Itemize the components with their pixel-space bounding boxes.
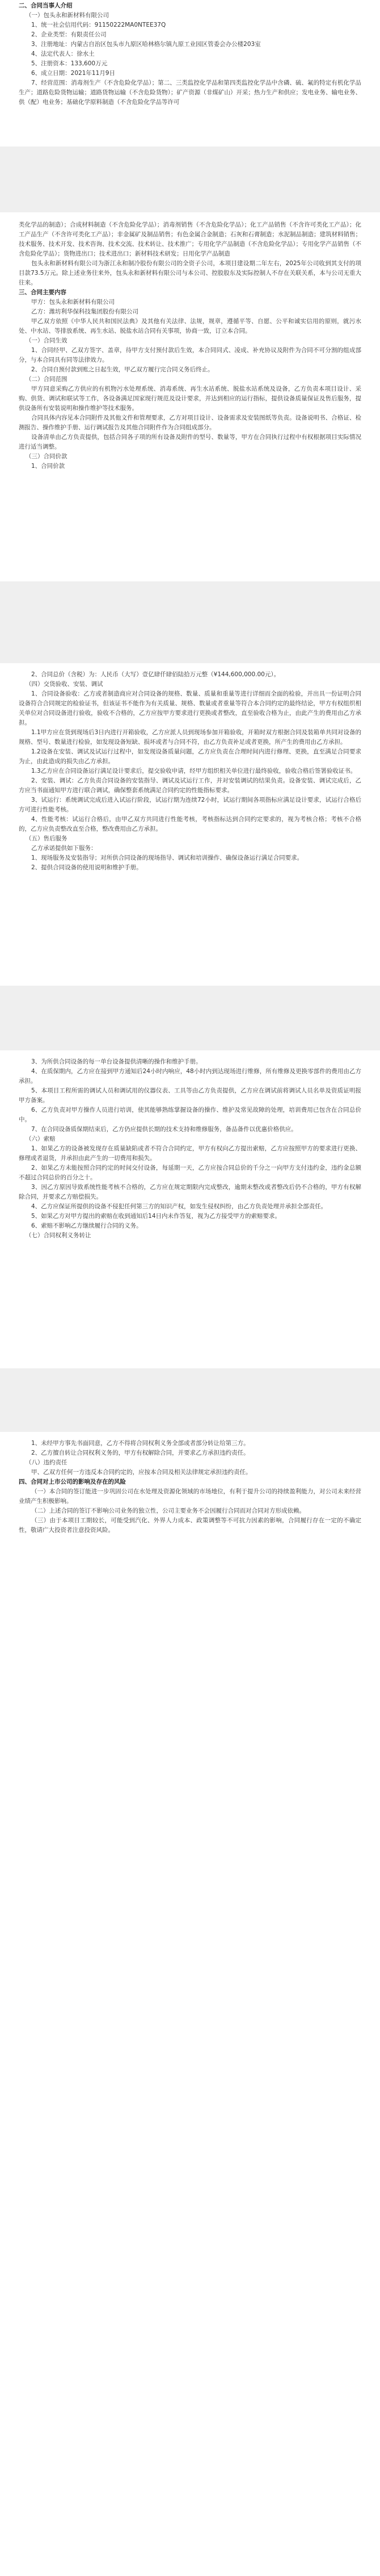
- page4-paragraph: 5、如果乙方对甲方提出的索赔在收到通知后14日内未作答复，视为乙方接受甲方的索赔要求。: [31, 1213, 281, 1220]
- page2-paragraph: 甲乙双方依照《中华人民共和国民法典》及其他有关法律、法规，规章，遵循平等、自愿、公平和诚实信用的原则，就污水处、中水站、等排放系统、再生水站、脱盐水站合同有关事项，协商一致，订立本合同。: [19, 318, 361, 334]
- page2-paragraph: 甲方：包头永和新材料有限公司: [31, 299, 115, 305]
- page3-paragraph: 1.3乙方应在合同设备运行满足设计要求后，提交验收申请，经甲方组织相关单位进行最终验收，验收合格后签署验收证书。: [31, 768, 357, 774]
- page5-paragraph: 四、合同对上市公司的影响及存在的风险: [19, 1478, 126, 1485]
- page-4-text: [19, 1057, 361, 1241]
- page2-paragraph: 合同具体内容见本合同附件及其他文件和管理要求，乙方对项目设计、设备需求及安装图纸等负责。设备说明书、合格证、检测报告、操作维护手册、运行调试报告及其他合同附件作为合同组成部分。: [19, 414, 361, 431]
- document-page-2: [0, 212, 380, 581]
- page-1-text: [19, 1, 361, 107]
- page2-paragraph: （一）合同生效: [26, 337, 67, 344]
- page3-paragraph: 1、合同设备验收：乙方或者制造商应对合同设备的规格、数量、质量和重量等进行详细而全面的检验，并出具一份证明合同设备符合合同规定的检验证书，但该证书不能作为有关质量、规格、数量或者重量等符合本合同约定的最终结论，甲方有权组织相关单位对合同设备进行验收，验收不合格的，乙方应按甲方要求进行更换或者整改，直至验收合格为止，由此产生的费用由乙方承担。: [19, 690, 361, 726]
- page3-paragraph: 乙方承诺提供如下服务：: [31, 845, 97, 852]
- page2-paragraph: 乙方：潍坊利华保科技集团股份有限公司: [31, 308, 138, 315]
- page-3-text: [19, 670, 361, 873]
- page1-paragraph: 7、经营范围：消毒剂生产（不含危险化学品）；第二、三类监控化学品和第四类监控化学品中含磷、硫、氟的特定有机化学品生产；道路危险货物运输；道路货物运输（不含危险货物）；矿产资源（非煤矿山）开采；热力生产和供应；发电业务、输电业务、供（配）电业务；基础化学原料制造（不含危险化学品等许可: [19, 79, 361, 106]
- page4-paragraph: 6、索赔不影响乙方继续履行合同的义务。: [31, 1222, 142, 1229]
- page3-paragraph: 2、安装、调试：乙方负责合同设备的安装指导、调试及试运行工作，并对安装调试的结果负责。设备安装、调试完成后，乙方应当书面通知甲方进行联合调试，确保整套系统满足合同约定的性能指标要求。: [19, 777, 361, 794]
- page-5-text: [19, 1439, 361, 1535]
- page3-paragraph: （四）交货验收、安装、调试: [26, 681, 103, 688]
- page1-paragraph: 4、法定代表人：徐水土: [31, 51, 95, 57]
- page1-paragraph: 二、合同当事人介绍: [19, 2, 73, 9]
- page4-paragraph: 1、如果乙方的设备被发现存在质量缺陷或者不符合合同约定，甲方有权向乙方提出索赔，乙方应按照甲方的要求进行更换、修理或者退货，并承担由此产生的一切费用和损失。: [19, 1145, 361, 1162]
- page2-paragraph: 三、合同主要内容: [19, 289, 66, 296]
- page4-paragraph: （七）合同权利义务转让: [26, 1232, 91, 1239]
- page2-paragraph: （三）合同价款: [26, 453, 67, 460]
- page4-paragraph: 2、如果乙方未能按照合同约定的时间交付设备，每延期一天，乙方应按合同总价的千分之一向甲方支付违约金，违约金总额不超过合同总价的百分之十。: [19, 1165, 361, 1181]
- page-2-text: [19, 220, 361, 471]
- page3-paragraph: 2、合同总价（含税）为：人民币（大写）壹亿肆仟肆佰陆拾万元整（¥144,600,000.00元）。: [31, 671, 280, 678]
- page5-paragraph: 2、乙方擅自转让合同权利义务的，甲方有权解除合同，并要求乙方承担违约责任。: [31, 1450, 250, 1456]
- page1-paragraph: 3、注册地址：内蒙古自治区包头市九原区哈林格尔镇九原工业园区管委会办公楼203室: [31, 41, 261, 48]
- page3-paragraph: 3、试运行：系统调试完成后进入试运行阶段，试运行期为连续72小时，试运行期间各项指标应满足设计要求，试运行合格后方可进行性能考核。: [19, 797, 361, 813]
- page4-paragraph: 3、为所供合同设备的每一单台设备提供清晰的操作和维护手册。: [31, 1058, 202, 1065]
- document-page-4: [0, 1050, 380, 1368]
- page5-paragraph: （二）上述合同的签订不影响公司业务的独立性，公司主要业务不会因履行合同而对合同对方形成依赖。: [31, 1507, 305, 1514]
- page5-paragraph: 甲、乙双方任何一方违反本合同约定的，应按本合同及相关法律规定承担违约责任。: [31, 1469, 252, 1476]
- page-separator: [0, 146, 380, 212]
- document-page-5: [0, 1432, 380, 2576]
- page4-paragraph: （六）索赔: [26, 1136, 56, 1142]
- page4-paragraph: 7、在合同设备质保期结束后，乙方仍应提供长期的技术支持和维修服务，备品备件以优惠价格供应。: [31, 1126, 297, 1133]
- page3-paragraph: 1.1甲方应在货到现场后3日内进行开箱验收，乙方应派人员到现场参加开箱验收，开箱时双方根据合同及装箱单共同对设备的规格、型号、数量进行检验，如发现设备短缺、损坏或者与合同不符，由乙方负责补足或者更换，所产生的费用由乙方承担。: [19, 729, 361, 745]
- page1-paragraph: 1、统一社会信用代码：91150222MA0NTEE37Q: [31, 22, 166, 28]
- page3-paragraph: （五）售后服务: [26, 835, 67, 842]
- page-separator: [0, 1368, 380, 1432]
- page4-paragraph: 3、因乙方原因导致系统性能考核不合格的，乙方应在规定期限内完成整改，逾期未整改或者整改后仍不合格的，甲方有权解除合同，并要求乙方赔偿损失。: [19, 1184, 361, 1200]
- page2-paragraph: 1、合同价款: [31, 463, 65, 470]
- page4-paragraph: 5、本项目工程所需的调试人员和调试用的仪器仪表、工具等由乙方负责提供，乙方应在调试前将调试人员名单及资质证明报甲方备案。: [19, 1087, 361, 1104]
- page1-paragraph: （一）包头永和新材料有限公司: [26, 12, 109, 19]
- page2-paragraph: （二）合同范围: [26, 376, 67, 383]
- page5-paragraph: （八）违约责任: [26, 1459, 67, 1466]
- page1-paragraph: 2、企业类型：有限责任公司: [31, 31, 107, 38]
- page-separator: [0, 986, 380, 1050]
- page3-paragraph: 2、提供合同设备的使用说明和维护手册。: [31, 864, 142, 871]
- page5-paragraph: （三）由于本项目工期较长，可能受到汽化、外界人力成本、政策调整等不可抗力因素的影响，合同履行存在一定的不确定性，敬请广大投资者注意投资风险。: [19, 1517, 361, 1534]
- page3-paragraph: 4、性能考核：试运行合格后，由甲乙双方共同进行性能考核，考核指标达到合同约定要求的，视为考核合格；考核不合格的，乙方应负责整改直至合格，整改费用由乙方承担。: [19, 816, 361, 832]
- page2-paragraph: 1、合同经甲、乙双方签字、盖章，待甲方支付预付款后生效，本合同同式、凌成、补充协议及附件为合同不可分割的组成部分，与本合同具有同等法律效力。: [19, 347, 361, 363]
- page2-paragraph: 包头永和新材料有限公司为浙江永和制冷股份有限公司的全资子公司，本项目建设期二年左右，2025年公司收到其支付的项目款73.5万元。除上述业务往来外，包头永和新材料有限公司与本公司、控股股东及实际控制人不存在关联关系，本与公司无重大往来。: [19, 260, 361, 286]
- page2-paragraph: 设备清单由乙方负责提供，包括合同各子项的所有设备及附件的型号、数量等，甲方在合同执行过程中有权根据项目实际情况进行适当调整。: [19, 434, 361, 450]
- page4-paragraph: 6、乙方负责对甲方操作人员进行培训，使其能够熟练掌握设备的操作、维护及常见故障的处理，培训费用已包含在合同总价中。: [19, 1107, 361, 1123]
- page3-paragraph: 1、现场服务及安装指导；对所供合同设备的现场指导、调试和培训操作、确保设备运行满足合同要求。: [31, 855, 303, 861]
- page-separator: [0, 581, 380, 663]
- page1-paragraph: 5、注册资本：133,600万元: [31, 60, 108, 67]
- page2-paragraph: 类化学品的制造）；合成材料制造（不含危险化学品）；消毒剂销售（不含危险化学品）；化工产品销售（不含许可类化工产品）；化工产品生产（不含许可类化工产品）；非金属矿及制品销售；有色金属合金制造；石灰和石膏制造；水泥制品制造；建筑材料销售；技术服务、技术开发、技术咨询、技术交流、技术转让、技术推广；专用化学产品制造（不含危险化学品）；专用化学产品销售（不含危险化学品）；货物进出口；技术进出口；新材料技术研发；日用化学产品制造: [19, 221, 361, 257]
- page1-paragraph: 6、成立日期：2021年11月9日: [31, 70, 115, 77]
- page2-paragraph: 2、合同自预付款到账之日起生效，甲乙双方履行完合同义务后终止。: [31, 366, 214, 373]
- page3-paragraph: 1.2设备在安装、调试及试运行过程中，如发现设备质量问题，乙方应负责在合理时间内进行修理、更换，直至满足合同要求为止，由此造成的损失由乙方承担。: [19, 748, 361, 765]
- page5-paragraph: 1、未经甲方事先书面同意，乙方不得将合同权利义务全部或者部分转让给第三方。: [31, 1440, 250, 1447]
- page4-paragraph: 4、乙方应保证所提供的设备不侵犯任何第三方的知识产权，如发生侵权纠纷，由乙方负责处理并承担全部责任。: [31, 1203, 327, 1210]
- page5-paragraph: （一）本合同的签订能进一步巩固公司在水处理及资源化领域的市场地位，有利于提升公司的持续盈利能力，对公司未来经营业绩产生积极影响。: [19, 1488, 361, 1505]
- page4-paragraph: 4、在质保期内，乙方应在接到甲方通知后24小时内响应，48小时内到达现场进行维修，所有维修及更换零部件的费用由乙方承担。: [19, 1068, 361, 1084]
- document-page-3: [0, 663, 380, 986]
- page2-paragraph: 甲方同意采购乙方供应的有机物污水处理系统、消毒系统、再生水站系统、脱盐水站系统及设备，乙方负责本项目设计、采购、供货、调试和联试等工作，各设备满足国家现行规范及设计要求，并达到相应的运行指标，提供设备质量保证及售后服务，提供设备所有安装说明和操作维护等技术服务。: [19, 386, 361, 412]
- document-page-1: [0, 0, 380, 146]
